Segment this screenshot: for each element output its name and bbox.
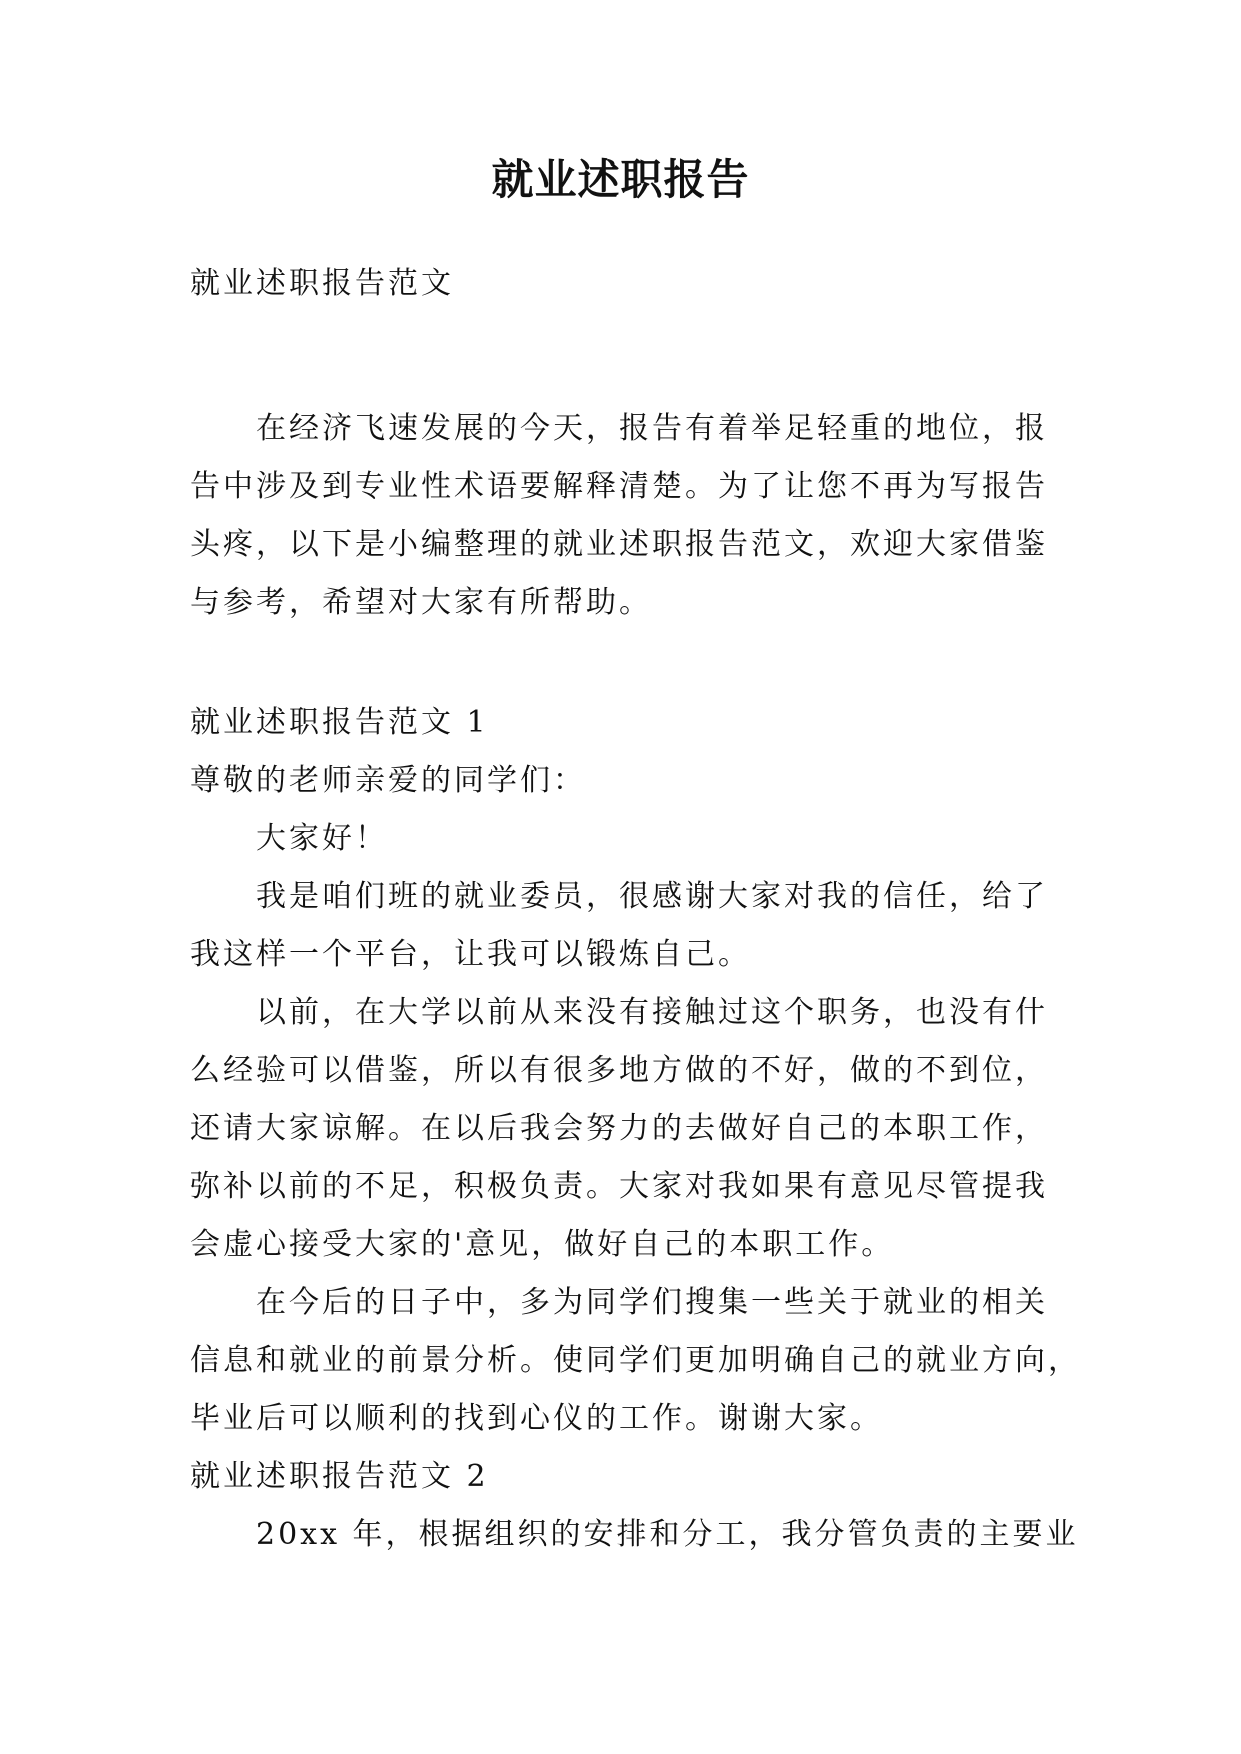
paragraph-line: 在经济飞速发展的今天，报告有着举足轻重的地位，报 [256,411,1048,446]
paragraph-line: 会虚心接受大家的'意见，做好自己的本职工作。 [190,1227,895,1262]
document-title: 就业述职报告 [491,155,750,204]
paragraph-line: 头疼，以下是小编整理的就业述职报告范文，欢迎大家借鉴 [190,527,1048,562]
paragraph-line: 毕业后可以顺利的找到心仪的工作。谢谢大家。 [190,1401,883,1436]
paragraph-line: 20xx 年，根据组织的安排和分工，我分管负责的主要业 [256,1517,1079,1552]
paragraph-line: 我这样一个平台，让我可以锻炼自己。 [190,937,751,972]
greeting-line: 大家好！ [256,821,388,856]
section-heading: 就业述职报告范文 2 [190,1459,489,1494]
section-heading: 就业述职报告范文 1 [190,705,489,740]
paragraph-line: 与参考，希望对大家有所帮助。 [190,585,652,620]
paragraph-line: 还请大家谅解。在以后我会努力的去做好自己的本职工作， [190,1111,1048,1146]
paragraph-line: 么经验可以借鉴，所以有很多地方做的不好，做的不到位， [190,1053,1048,1088]
paragraph-line: 在今后的日子中，多为同学们搜集一些关于就业的相关 [256,1285,1048,1320]
subtitle-line: 就业述职报告范文 [190,266,454,301]
salutation-line: 尊敬的老师亲爱的同学们： [190,763,586,798]
paragraph-line: 我是咱们班的就业委员，很感谢大家对我的信任，给了 [256,879,1048,914]
paragraph-line: 以前，在大学以前从来没有接触过这个职务，也没有什 [256,995,1048,1030]
paragraph-line: 弥补以前的不足，积极负责。大家对我如果有意见尽管提我 [190,1169,1048,1204]
paragraph-line: 信息和就业的前景分析。使同学们更加明确自己的就业方向， [190,1343,1081,1378]
paragraph-line: 告中涉及到专业性术语要解释清楚。为了让您不再为写报告 [190,469,1048,504]
